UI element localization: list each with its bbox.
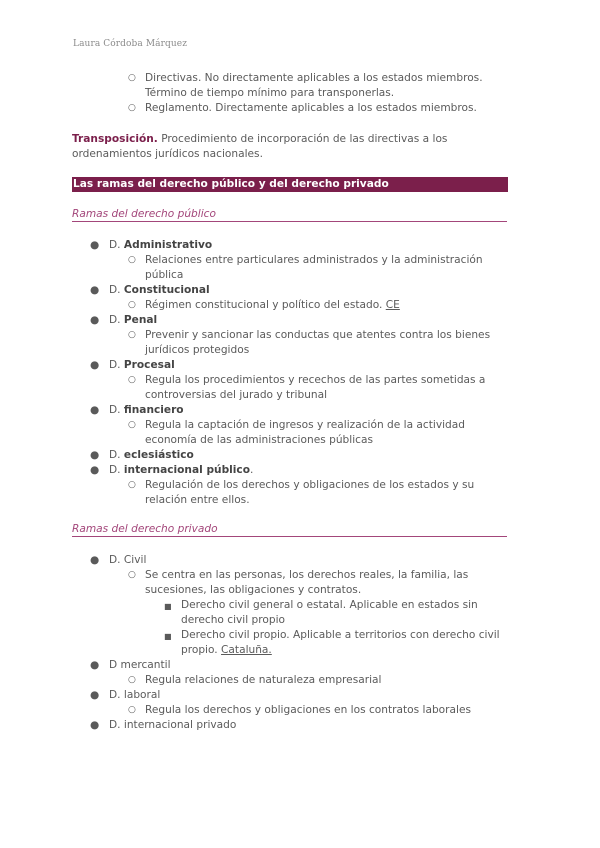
branch-detail: Regulación de los derechos y obligaciones de los estados y su: [145, 479, 475, 491]
branch-name: internacional público: [123, 464, 250, 476]
branch-detail: pública: [145, 269, 184, 281]
branch-detail: economía de las administraciones públicas: [145, 434, 373, 446]
branch-item: D. internacional público.: [109, 464, 254, 476]
disc-bullet-icon: ●: [90, 314, 100, 326]
disc-bullet-icon: ●: [90, 359, 100, 371]
branch-item: D. Penal: [109, 314, 158, 326]
disc-bullet-icon: ●: [90, 554, 100, 566]
public-law-heading: Ramas del derecho público: [72, 207, 507, 222]
cataluna-link[interactable]: Cataluña.: [221, 644, 272, 656]
document-header-author: Laura Córdoba Márquez: [73, 39, 188, 49]
square-bullet-icon: ■: [164, 602, 172, 611]
sub-detail: Derecho civil general o estatal. Aplicable en estados sin: [181, 599, 478, 611]
branch-detail: sucesiones, las obligaciones y contratos.: [145, 584, 362, 596]
sub-detail: propio. Cataluña.: [181, 644, 272, 656]
disc-bullet-icon: ●: [90, 659, 100, 671]
private-law-heading: Ramas del derecho privado: [72, 522, 507, 537]
transposicion-term: Transposición.: [72, 133, 158, 145]
branch-detail: Regula relaciones de naturaleza empresarial: [145, 674, 382, 686]
circle-bullet-icon: ○: [128, 103, 136, 113]
disc-bullet-icon: ●: [90, 449, 100, 461]
branch-name: eclesiástico: [123, 449, 194, 461]
paragraph-text: Procedimiento de incorporación de las directivas a los: [157, 133, 448, 145]
branch-detail: Se centra en las personas, los derechos reales, la familia, las: [145, 569, 469, 581]
circle-bullet-icon: ○: [128, 420, 136, 430]
branch-detail: Regula la captación de ingresos y realización de la actividad: [145, 419, 465, 431]
branch-name: financiero: [123, 404, 184, 416]
circle-bullet-icon: ○: [128, 480, 136, 490]
paragraph-text: ordenamientos jurídicos nacionales.: [72, 148, 263, 160]
disc-bullet-icon: ●: [90, 689, 100, 701]
branch-item: D. Procesal: [109, 359, 175, 371]
circle-bullet-icon: ○: [128, 330, 136, 340]
branch-item: D. Administrativo: [109, 239, 213, 251]
section-title-banner: Las ramas del derecho público y del derecho privado: [72, 177, 508, 192]
circle-bullet-icon: ○: [128, 675, 136, 685]
branch-detail: relación entre ellos.: [145, 494, 250, 506]
branch-detail: controversias del jurado y tribunal: [145, 389, 328, 401]
branch-item: D. internacional privado: [109, 719, 237, 731]
branch-name: Penal: [123, 314, 158, 326]
circle-bullet-icon: ○: [128, 73, 136, 83]
branch-name: Administrativo: [123, 239, 213, 251]
branch-name: Constitucional: [123, 284, 210, 296]
branch-detail: Prevenir y sancionar las conductas que atentes contra los bienes: [145, 329, 491, 341]
circle-bullet-icon: ○: [128, 570, 136, 580]
branch-item: D. financiero: [109, 404, 184, 416]
branch-detail: Régimen constitucional y político del estado. CE: [145, 299, 400, 311]
transposicion-paragraph: [72, 132, 447, 147]
ce-link[interactable]: CE: [385, 299, 400, 311]
disc-bullet-icon: ●: [90, 404, 100, 416]
circle-bullet-icon: ○: [128, 255, 136, 265]
circle-bullet-icon: ○: [128, 375, 136, 385]
circle-bullet-icon: ○: [128, 705, 136, 715]
list-item-text: Término de tiempo mínimo para transponerlas.: [145, 87, 395, 99]
disc-bullet-icon: ●: [90, 719, 100, 731]
branch-detail: jurídicos protegidos: [145, 344, 250, 356]
circle-bullet-icon: ○: [128, 300, 136, 310]
disc-bullet-icon: ●: [90, 239, 100, 251]
sub-detail: derecho civil propio: [181, 614, 286, 626]
disc-bullet-icon: ●: [90, 284, 100, 296]
list-item-text: Reglamento. Directamente aplicables a los estados miembros.: [145, 102, 477, 114]
branch-item: D. laboral: [109, 689, 161, 701]
disc-bullet-icon: ●: [90, 464, 100, 476]
square-bullet-icon: ■: [164, 632, 172, 641]
branch-detail: Regula los derechos y obligaciones en los contratos laborales: [145, 704, 471, 716]
list-item-text: Directivas. No directamente aplicables a los estados miembros.: [145, 72, 483, 84]
sub-detail: Derecho civil propio. Aplicable a territorios con derecho civil: [181, 629, 500, 641]
branch-name: Procesal: [123, 359, 175, 371]
branch-item: D. Civil: [109, 554, 147, 566]
branch-detail: Relaciones entre particulares administrados y la administración: [145, 254, 483, 266]
branch-item: D. Constitucional: [109, 284, 210, 296]
branch-detail: Regula los procedimientos y recechos de las partes sometidas a: [145, 374, 486, 386]
branch-item: D mercantil: [109, 659, 171, 671]
branch-item: D. eclesiástico: [109, 449, 194, 461]
